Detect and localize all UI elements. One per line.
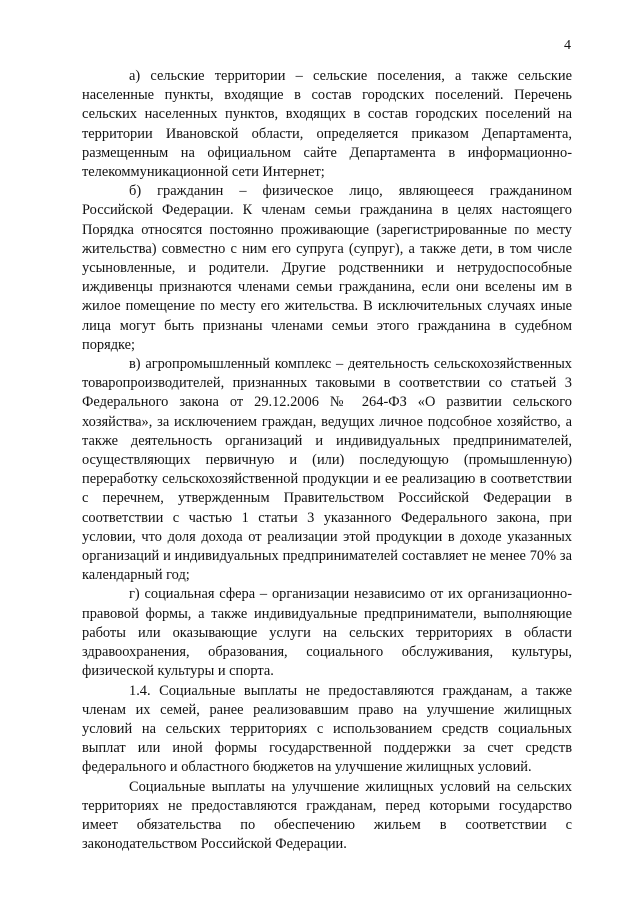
paragraph-agro-complex: в) агропромышленный комплекс – деятельность сельскохозяйственных товаропроизводителей, признанных таковыми в соответствии со статьей 3 Федерального закона от 29.12.2006 № 264-ФЗ «О развитии сельского хозяйства», за исключением граждан, ведущих личное подсобное хозяйство, а также деятельность организаций и индивидуальных предпринимателей, осуществляющих первичную и (или) последующую (промышленную) переработку сельскохозяйственной продукции и ее реализацию в соответствии с перечнем, утвержденным Правительством Российской Федерации в соответствии с частью 1 статьи 3 указанного Федерального закона, при условии, что доля дохода от реализации этой продукции в доходе указанных организаций и индивидуальных предпринимателей составляет не менее 70% за календарный год; (82, 356, 572, 584)
page-number: 4 (564, 38, 571, 53)
paragraph-social-sphere: г) социальная сфера – организации независимо от их организационно-правовой формы, а также индивидуальные предприниматели, выполняющие работы или оказывающие услуги на сельских территориях в области здравоохранения, образования, социального обслуживания, культуры, физической культуры и спорта. (82, 586, 572, 680)
paragraph-rural-territories: а) сельские территории – сельские поселения, а также сельские населенные пункты, входящие в состав городских поселений. Перечень сельских населенных пунктов, входящих в состав городских поселений на территории Ивановской области, определяется приказом Департамента, размещенным на официальном сайте Департамента в информационно-телекоммуникационной сети Интернет; (82, 68, 572, 181)
document-body (82, 67, 572, 854)
paragraph-citizen: б) гражданин – физическое лицо, являющееся гражданином Российской Федерации. К членам семьи гражданина в целях настоящего Порядка относятся постоянно проживающие (зарегистрированные по месту жительства) совместно с ним его супруга (супруг), а также дети, в том числе усыновленные, и родители. Другие родственники и нетрудоспособные иждивенцы признаются членами семьи гражданина, если они вселены им в жилое помещение по месту его жительства. В исключительных случаях иные лица могут быть признаны членами семьи этого гражданина в судебном порядке; (82, 183, 572, 353)
paragraph-social-payments: Социальные выплаты на улучшение жилищных условий на сельских территориях не предоставляются гражданам, перед которыми государство имеет обязательства по обеспечению жильем в соответствии с законодательством Российской Федерации. (82, 778, 572, 853)
paragraph-1-4: 1.4. Социальные выплаты не предоставляются гражданам, а также членам их семей, ранее реализовавшим право на улучшение жилищных условий на сельских территориях с использованием средств социальных выплат или иной формы государственной поддержки за счет средств федерального и областного бюджетов на улучшение жилищных условий. (82, 682, 572, 776)
